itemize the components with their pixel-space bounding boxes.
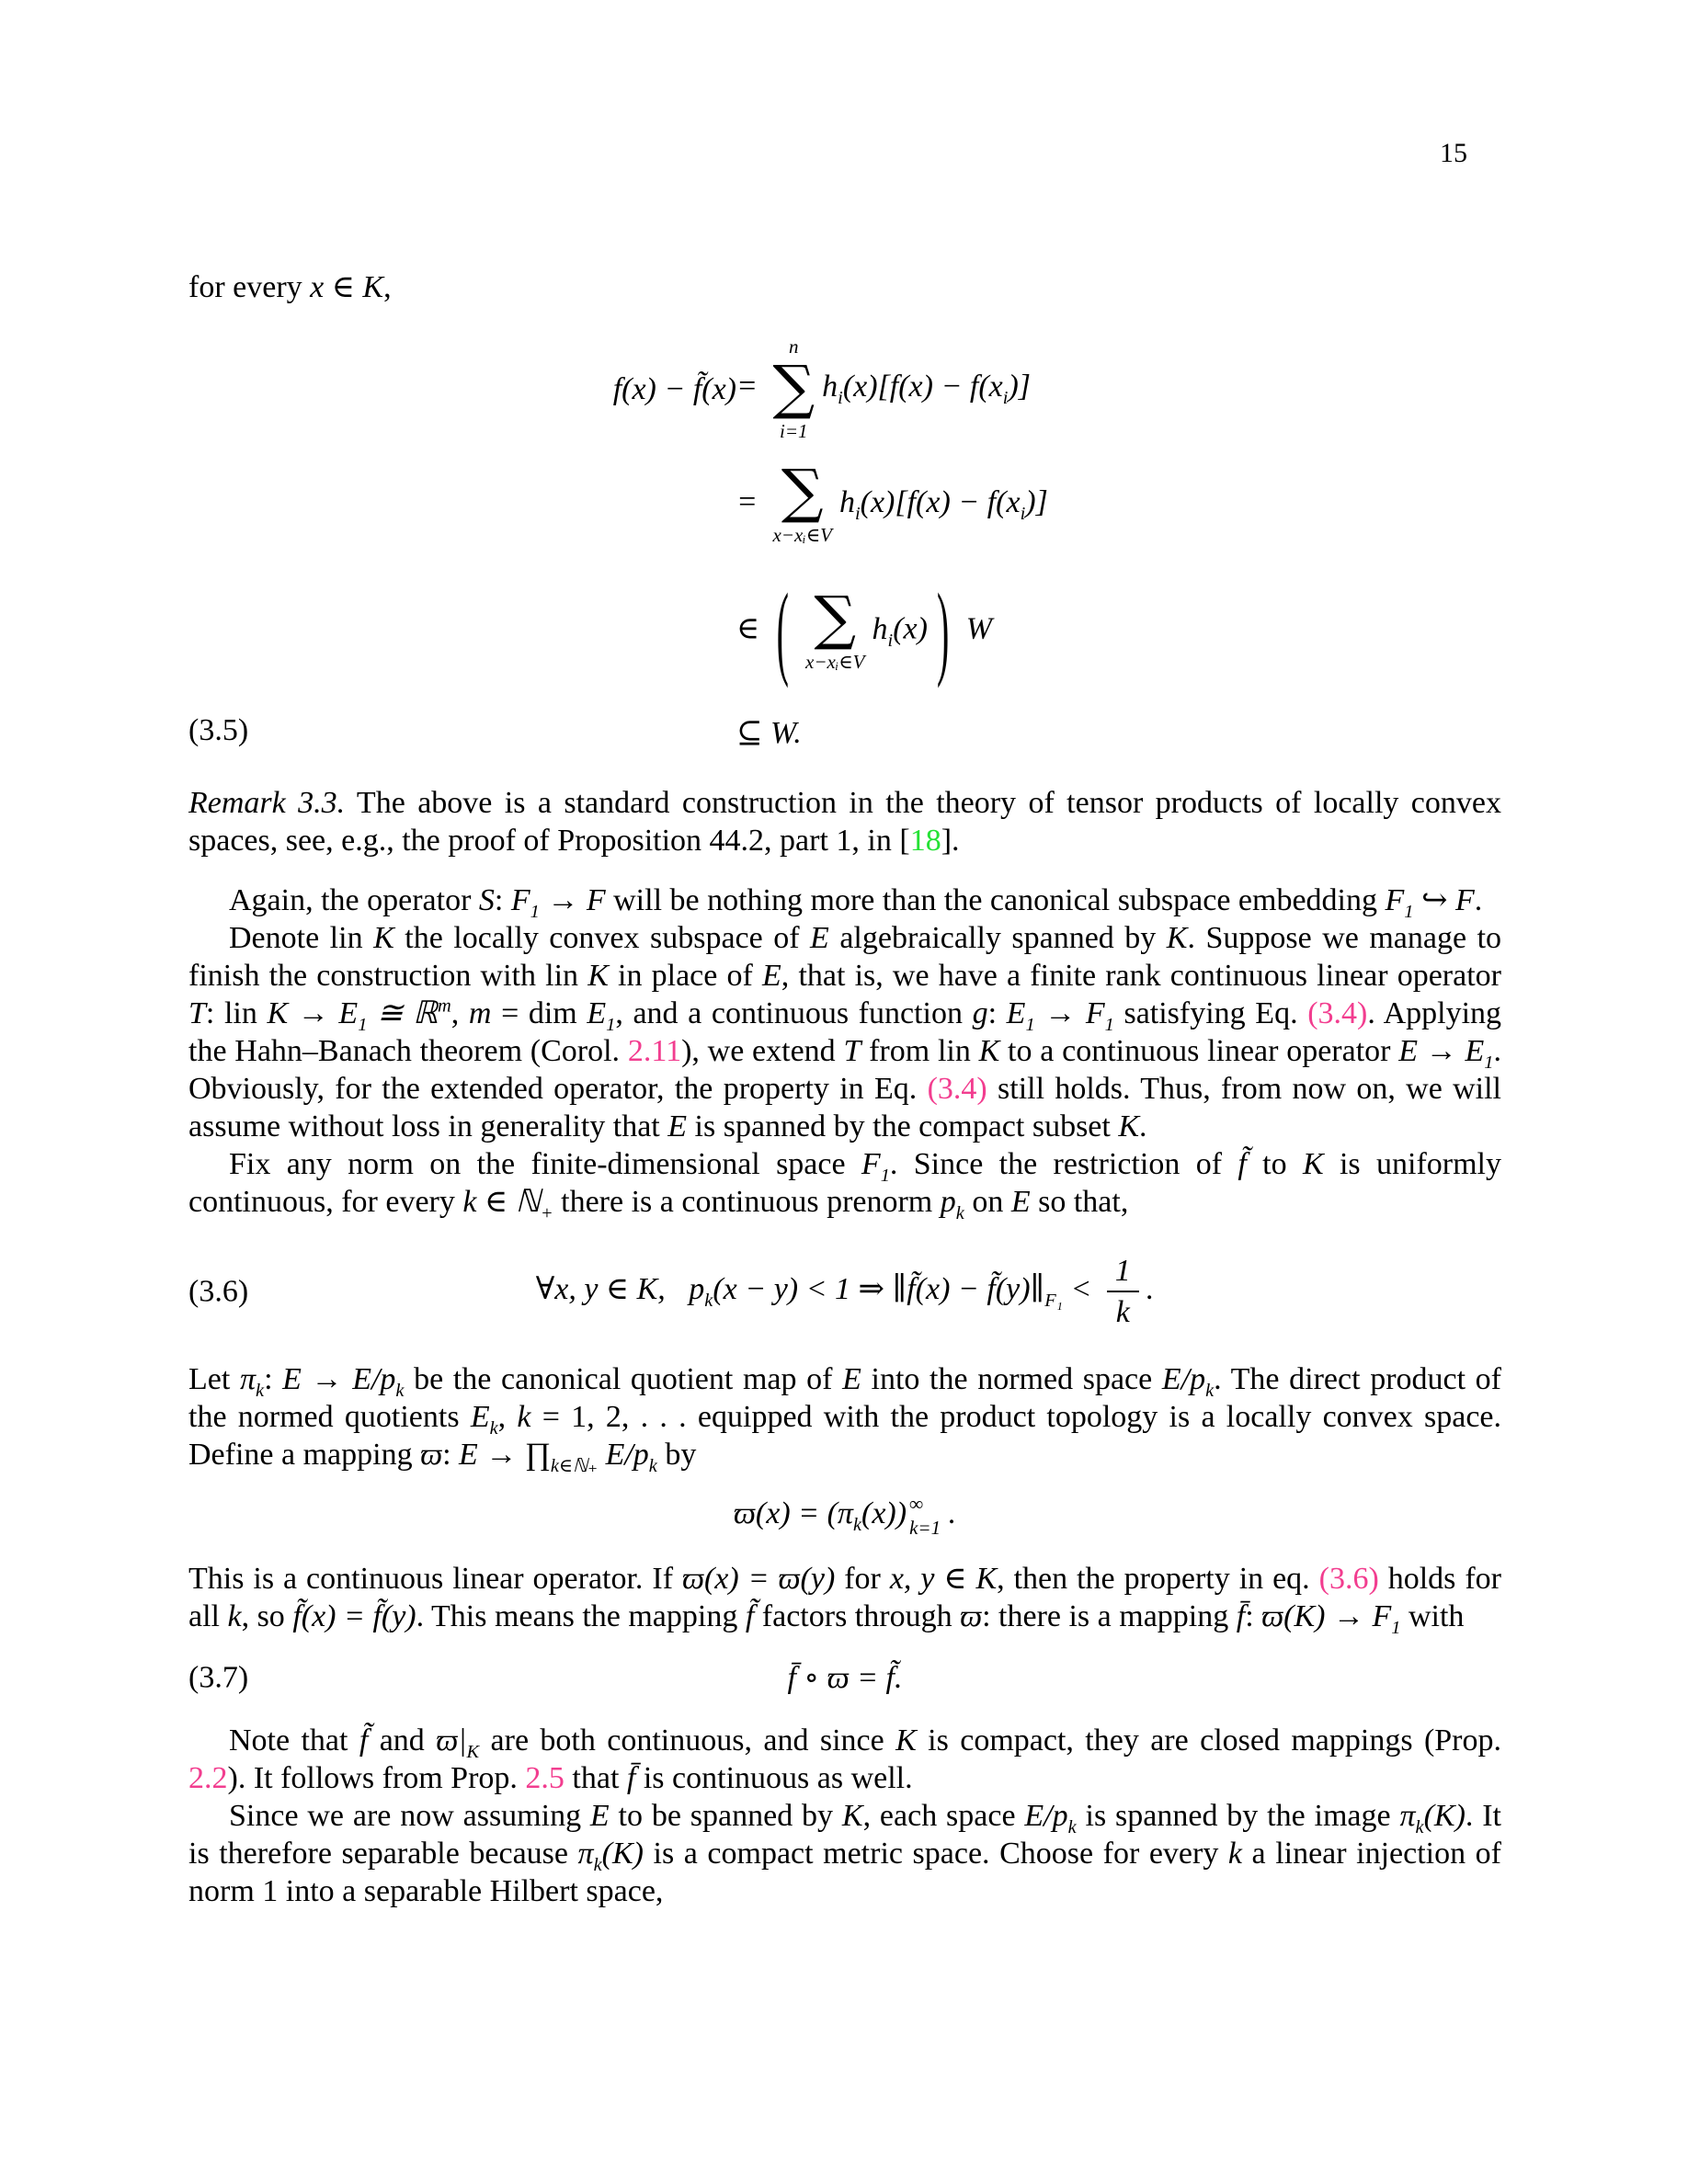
math-run: $ϖ(K) \to F_1$ <box>1261 1599 1401 1638</box>
cite-link[interactable]: 18 <box>909 824 941 858</box>
math-run: $h_i$ <box>838 484 861 524</box>
big-paren: ) <box>936 571 950 689</box>
subscript: 1 <box>606 1014 616 1035</box>
text-run: will be nothing more than the canonical subspace embedding <box>605 883 1386 917</box>
math-run: E <box>1010 1185 1031 1219</box>
subscript: 1 <box>1391 1617 1401 1638</box>
subscript: 1 <box>1404 901 1414 922</box>
math-run: f(x) − f̃(x) <box>612 371 736 406</box>
math-run: $F_1$ <box>861 1147 890 1186</box>
remark-3-3 <box>188 784 1501 859</box>
text-run: still holds. Thus, from now on, we will assume without loss in generality that <box>188 1072 1502 1143</box>
math-run: = <box>736 484 766 519</box>
math-run: $E/p_k$ <box>1024 1799 1077 1837</box>
math-run: (x − y) < 1 ⇒ <box>713 1271 893 1306</box>
text-run: be the canonical quotient map of <box>404 1362 843 1396</box>
big-paren: ( <box>776 571 789 689</box>
math-run: (x)) <box>861 1496 907 1530</box>
math-run: $F_1$ <box>1385 883 1414 922</box>
sigma-glyph: ∑ <box>814 585 857 654</box>
text-run: . Since the restriction of <box>889 1147 1238 1181</box>
math-run: S <box>478 883 495 917</box>
equation-lhs <box>188 370 736 408</box>
equation-rhs <box>736 714 802 752</box>
math-run: $p_k$ <box>940 1185 964 1223</box>
math-run: $E_1$ <box>1006 996 1035 1035</box>
text-run: , that is, we have a finite rank continuous linear operator <box>781 959 1501 993</box>
text-run: Let <box>188 1362 240 1396</box>
text-run: the locally convex subspace of <box>393 921 811 955</box>
subscript: k <box>1205 1380 1215 1401</box>
subscript: k <box>648 1455 657 1476</box>
math-run: f̃ <box>1237 1147 1247 1181</box>
math-run: )] <box>1008 369 1031 404</box>
sum-lower-limit: i=1 <box>780 419 808 442</box>
equation-varpi <box>188 1483 1501 1549</box>
page-number: 15 <box>1440 138 1467 168</box>
math-run: K <box>978 1034 1000 1068</box>
text-run: is spanned by the image <box>1076 1799 1400 1833</box>
equation-tag-3-7: (3.7) <box>188 1660 249 1695</box>
text-run: : lin <box>205 996 268 1030</box>
text-run: is uniformly continuous, for every <box>188 1147 1501 1219</box>
math-run: . <box>941 1496 957 1530</box>
math-run: K <box>373 921 394 955</box>
text-run: → <box>477 1438 525 1472</box>
text-run: : <box>442 1438 460 1472</box>
math-run: K <box>587 959 609 993</box>
math-run: E <box>762 959 781 993</box>
text-run: to a continuous linear operator <box>999 1034 1399 1068</box>
text-run: . Suppose we manage to finish the construction with lin <box>188 921 1502 993</box>
math-run: f̄ <box>1236 1599 1246 1633</box>
text-run: → <box>288 996 339 1030</box>
math-run: )] <box>1025 484 1048 519</box>
sum-operator <box>772 335 815 443</box>
math-run: K <box>1166 921 1188 955</box>
text-run: that <box>564 1761 627 1795</box>
subscript: 1 <box>358 1014 368 1035</box>
subscript: k∈ℕ₊ <box>550 1455 599 1476</box>
equation-3-5-row-4 <box>188 709 1501 756</box>
text-run: : <box>987 996 1007 1030</box>
math-run: → $F_1$ <box>1034 996 1114 1035</box>
equation-3-5-row-1 <box>188 330 1501 448</box>
subscript: 1 <box>1025 1014 1035 1035</box>
equation-3-5 <box>188 330 1501 756</box>
text-run: and <box>368 1723 437 1757</box>
paragraph-denote <box>188 919 1501 1145</box>
math-run: $E \to E/p_k$ <box>282 1362 405 1401</box>
text-run: . <box>1139 1109 1147 1143</box>
subscript: i <box>1002 387 1009 408</box>
text-run: , then the property in eq. <box>997 1562 1319 1596</box>
math-run: $E_1$ <box>338 996 368 1035</box>
subscript: 1 <box>530 901 540 922</box>
math-run: $E/p_k$ <box>598 1438 657 1476</box>
math-run: → F <box>539 883 606 917</box>
subscript: k <box>1415 1816 1424 1837</box>
math-run: E <box>667 1109 688 1143</box>
text-run: . The direct product of the normed quotients <box>188 1362 1502 1434</box>
text-run: . Obviously, for the extended operator, the property in Eq. <box>188 1034 1501 1106</box>
equation-tag-3-5: (3.5) <box>188 713 249 747</box>
subscript: k <box>1067 1816 1077 1837</box>
subscript: i <box>887 630 894 651</box>
math-run: ≅ ℝ$^m$ <box>367 995 451 1030</box>
sum-lower-limit: x−xᵢ∈V <box>772 523 832 546</box>
text-run: algebraically spanned by <box>828 921 1167 955</box>
subscript: K <box>466 1741 480 1762</box>
math-run: $E_1$ <box>587 996 616 1035</box>
math-run: K <box>1302 1147 1324 1181</box>
math-run: x ∈ K <box>310 270 384 304</box>
subscript: k <box>593 1854 602 1875</box>
math-run: E <box>842 1362 861 1396</box>
equation-rhs <box>736 458 1048 547</box>
text-run: , <box>383 270 392 304</box>
text-run: from lin <box>861 1034 979 1068</box>
ref-link[interactable]: (3.6) <box>1318 1562 1379 1596</box>
text-run: ). It follows from Prop. <box>227 1761 526 1795</box>
text-run: , so <box>241 1599 293 1633</box>
math-run: f̄ ∘ ϖ = f̃. <box>787 1660 903 1695</box>
subscript: k <box>395 1380 405 1401</box>
math-run: f̄ <box>626 1761 636 1795</box>
text-run: are both continuous, and since <box>479 1723 896 1757</box>
sum-upper-limit: n <box>789 336 799 358</box>
math-run: T <box>843 1034 861 1068</box>
math-run: $E/p_k$ <box>1161 1362 1215 1401</box>
subscript: k <box>489 1417 498 1439</box>
math-run: f̃(x) = f̃(y) <box>292 1599 416 1633</box>
text-run: , <box>497 1400 518 1434</box>
text-run: satisfying Eq. <box>1113 996 1308 1030</box>
text-run: by <box>656 1438 697 1472</box>
math-run: $\pi_k$ <box>577 1837 602 1875</box>
text-run: ), we extend <box>681 1034 844 1068</box>
math-run: ↪ F <box>1413 883 1475 917</box>
ref-link[interactable]: (3.4) <box>1307 996 1368 1030</box>
text-run: ]. <box>941 824 960 858</box>
math-run: m <box>468 996 492 1030</box>
math-run: W <box>958 611 993 646</box>
text-run: = 1, 2, . . . equipped with the product topology is a locally convex space. Define a mapping <box>188 1400 1502 1472</box>
math-run: E <box>810 921 829 955</box>
ref-link[interactable]: 2.5 <box>525 1761 565 1795</box>
equation-rhs <box>736 571 993 689</box>
math-run: K <box>895 1723 917 1757</box>
sigma-glyph: ∑ <box>781 458 824 527</box>
supsub-stack <box>909 1492 941 1541</box>
text-run: Since we are now assuming <box>229 1799 590 1833</box>
text-run: = dim <box>491 996 587 1030</box>
superscript: m <box>438 995 451 1017</box>
math-run: $E \to E_1$ <box>1398 1034 1494 1073</box>
subscript: k <box>852 1514 862 1535</box>
text-run: is spanned by the compact subset <box>687 1109 1119 1143</box>
sum-operator <box>805 585 865 674</box>
text-run: Note that <box>229 1723 359 1757</box>
text-run: , and a continuous function <box>615 996 973 1030</box>
equation-3-7 <box>188 1650 1501 1705</box>
ref-link[interactable]: 2.2 <box>188 1761 228 1795</box>
math-run: ϖ(x) = ϖ(y) <box>681 1562 836 1596</box>
subscript: 1 <box>880 1165 890 1186</box>
text-run: This is a continuous linear operator. If <box>188 1562 682 1596</box>
math-run: ϖ <box>420 1438 443 1472</box>
paragraph-for-every <box>188 268 1501 306</box>
text-run: , each space <box>862 1799 1025 1833</box>
text-run: holds for all <box>188 1562 1501 1633</box>
math-run: $E_k$ <box>470 1400 498 1439</box>
subscript: k <box>256 1380 265 1401</box>
subscript: k <box>955 1202 964 1223</box>
math-run: $(x)[f(x) - f(x_i$ <box>842 369 1009 408</box>
math-run: ϖ <box>960 1599 983 1633</box>
text-run: to <box>1246 1147 1303 1181</box>
math-run: $\pi_k$ <box>239 1362 265 1401</box>
paragraph-let <box>188 1360 1502 1476</box>
math-run: $ϖ|_K$ <box>436 1723 480 1762</box>
text-run: is continuous as well. <box>635 1761 913 1795</box>
math-run: ⊆ W. <box>736 715 802 750</box>
math-run: k <box>1227 1837 1242 1871</box>
fraction-denominator: k <box>1115 1295 1130 1329</box>
subscript: 1 <box>1484 1052 1494 1073</box>
math-run: x, y ∈ K <box>889 1562 998 1596</box>
equation-rhs <box>736 335 1031 443</box>
text-run: factors through <box>754 1599 961 1633</box>
math-run: ∥f̃(x) − $f̃(y)\parallel_{F_1}$ <box>892 1271 1063 1311</box>
math-run: E <box>589 1799 610 1833</box>
text-run: Fix any norm on the finite-dimensional space <box>229 1147 861 1181</box>
equation-3-5-row-3 <box>188 562 1501 701</box>
paragraph-fix-norm <box>188 1145 1501 1221</box>
math-run: (x) <box>893 611 928 646</box>
math-run: < <box>1062 1271 1100 1306</box>
math-run: $F_1$ <box>510 883 540 922</box>
italic-run: Remark 3.3. <box>188 786 346 820</box>
math-run: f̃ <box>745 1599 755 1633</box>
text-run: . <box>1474 883 1483 917</box>
equation-3-5-row-2 <box>188 457 1501 552</box>
subscript: i <box>838 387 843 408</box>
text-run: . It is therefore separable because <box>188 1799 1502 1871</box>
subscript: k=1 <box>909 1517 941 1539</box>
text-run: : there is a mapping <box>982 1599 1237 1633</box>
text-run: there is a continuous prenorm <box>553 1185 941 1219</box>
sum-operator <box>772 458 832 547</box>
math-run: K <box>841 1799 863 1833</box>
math-run: $ϖ(x) = (\pi_k$ <box>733 1496 862 1535</box>
fraction-numerator: 1 <box>1107 1253 1139 1292</box>
text-run: . This means the mapping <box>416 1599 746 1633</box>
math-run: . <box>1146 1271 1155 1306</box>
paragraph-again <box>188 882 1501 922</box>
text-run: a linear injection of norm 1 into a separable Hilbert space, <box>188 1837 1501 1908</box>
math-run: = <box>736 369 766 404</box>
ref-link[interactable]: (3.4) <box>927 1072 987 1106</box>
text-run: The above is a standard construction in the theory of tensor products of locally convex spaces, see, e.g., the proof of Proposition 44.2, part 1, in [ <box>188 786 1501 858</box>
text-run: is compact, they are closed mappings (Prop. <box>916 1723 1502 1757</box>
math-run: $\prod_{k\in ℕ_+}$ <box>524 1438 599 1476</box>
subscript: F₁ <box>1044 1290 1063 1311</box>
math-run: g <box>972 996 988 1030</box>
equation-body <box>734 1492 956 1541</box>
equation-body <box>787 1659 902 1697</box>
math-run: k <box>227 1599 242 1633</box>
content-column <box>188 268 1501 1910</box>
math-run: (K) <box>601 1837 644 1871</box>
text-run: : <box>1245 1599 1262 1633</box>
math-run: $\pi_k$ <box>1399 1799 1424 1837</box>
paragraph-since <box>188 1797 1501 1910</box>
math-run: k <box>517 1400 531 1434</box>
math-run: f̃ <box>359 1723 369 1757</box>
text-run: Again, the operator <box>229 883 479 917</box>
text-run: to be spanned by <box>609 1799 842 1833</box>
sigma-glyph: ∑ <box>772 354 815 423</box>
text-run: : <box>494 883 511 917</box>
fraction <box>1107 1253 1139 1330</box>
math-run: ∈ <box>736 611 768 646</box>
math-run: K <box>1118 1109 1140 1143</box>
sum-lower-limit: x−xᵢ∈V <box>805 650 865 673</box>
subscript: i <box>854 503 861 524</box>
text-run: in place of <box>608 959 762 993</box>
text-run: so that, <box>1030 1185 1129 1219</box>
subscript: 1 <box>1104 1014 1114 1035</box>
superscript: ∞ <box>909 1492 924 1515</box>
math-run: T <box>188 996 206 1030</box>
subscript: k <box>704 1290 713 1311</box>
text-run: : <box>264 1362 283 1396</box>
math-run: (K) <box>1423 1799 1466 1833</box>
text-run: for every <box>188 270 311 304</box>
text-run: on <box>964 1185 1011 1219</box>
subscript: + <box>540 1202 553 1223</box>
text-run: with <box>1400 1599 1465 1633</box>
text-run: Denote lin <box>229 921 374 955</box>
text-run: is a compact metric space. Choose for every <box>643 1837 1228 1871</box>
paragraph-note <box>188 1722 1501 1797</box>
paragraph-this <box>188 1560 1501 1638</box>
equation-body <box>536 1253 1155 1330</box>
math-run: ∀x, y ∈ K, $p_k$ <box>535 1271 713 1311</box>
math-run: k ∈ ℕ$_+$ <box>462 1185 553 1223</box>
equation-tag-3-6: (3.6) <box>188 1274 249 1309</box>
math-run: $(x)[f(x) - f(x_i$ <box>860 484 1026 524</box>
math-run: $h_i$ <box>872 611 894 651</box>
subscript: i <box>1020 503 1026 524</box>
math-run: E <box>459 1438 478 1472</box>
text-run: into the normed space <box>861 1362 1162 1396</box>
ref-link[interactable]: 2.11 <box>627 1034 682 1068</box>
math-run: $h_i$ <box>822 369 843 408</box>
text-run: for <box>835 1562 890 1596</box>
text-run: , <box>451 996 469 1030</box>
text-run: . Applying the Hahn–Banach theorem (Corol. <box>188 996 1502 1068</box>
math-run: K <box>267 996 289 1030</box>
equation-3-6 <box>188 1235 1501 1348</box>
